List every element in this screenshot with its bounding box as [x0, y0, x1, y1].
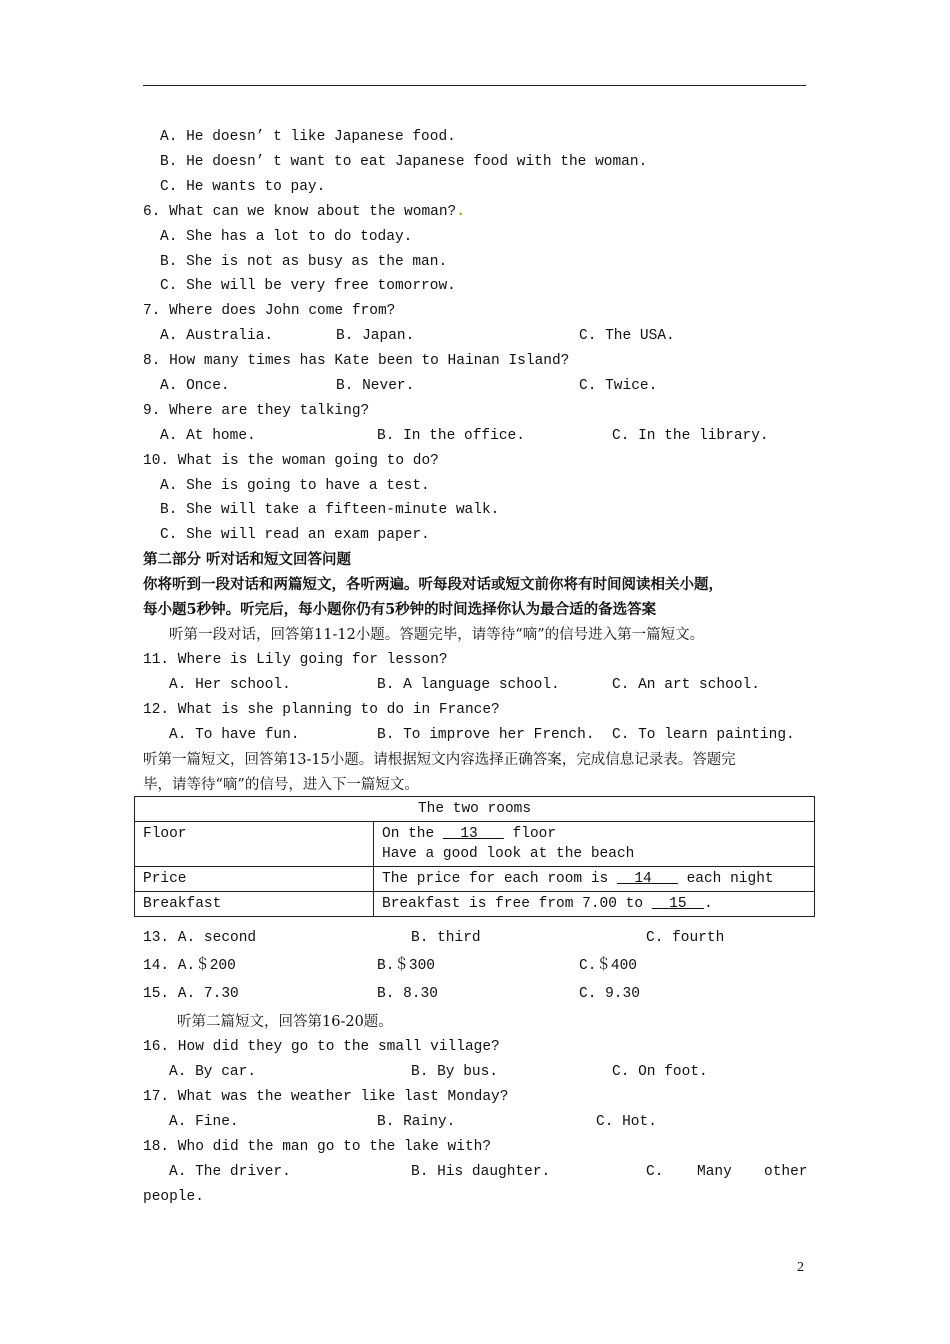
q14-option-c: C.＄400 — [579, 958, 638, 974]
q5-option-b: B. He doesn’ t want to eat Japanese food with the woman. — [160, 154, 648, 170]
q18-stem: 18. Who did the man go to the lake with? — [143, 1139, 492, 1155]
q9-stem: 9. Where are they talking? — [143, 403, 370, 419]
breakfast-label: Breakfast — [135, 892, 374, 917]
q18-option-c-word2: other — [764, 1164, 808, 1180]
breakfast-cell: Breakfast is free from 7.00 to 15 . — [374, 892, 815, 917]
q12-option-c: C. To learn painting. — [612, 727, 795, 743]
q16-stem: 16. How did they go to the small village? — [143, 1039, 500, 1055]
price-label: Price — [135, 867, 374, 892]
q9-option-a: A. At home. — [160, 428, 256, 444]
q12-stem: 12. What is she planning to do in France? — [143, 702, 500, 718]
q15-option-c: C. 9.30 — [579, 986, 640, 1002]
q5-option-c: C. He wants to pay. — [160, 179, 326, 195]
price-cell: The price for each room is 14 each night — [374, 867, 815, 892]
q7-option-c: C. The USA. — [579, 328, 675, 344]
q14-option-a: 14. A.＄200 — [143, 958, 236, 974]
q18-option-c-word3: people. — [143, 1189, 204, 1205]
q16-option-b: B. By bus. — [411, 1064, 499, 1080]
q15-option-a: 15. A. 7.30 — [143, 986, 239, 1002]
part2-title: 第二部分 听对话和短文回答问题 — [143, 551, 352, 568]
q11-option-a: A. Her school. — [169, 677, 291, 693]
q9-option-b: B. In the office. — [377, 428, 525, 444]
q11-stem: 11. Where is Lily going for lesson? — [143, 652, 448, 668]
q5-option-a: A. He doesn’ t like Japanese food. — [160, 129, 456, 145]
q7-option-b: B. Japan. — [336, 328, 415, 344]
q13-option-a: 13. A. second — [143, 930, 257, 946]
q18-option-c-word1: Many — [697, 1164, 732, 1180]
q13-option-c: C. fourth — [646, 930, 725, 946]
q8-option-c: C. Twice. — [579, 378, 658, 394]
q16-option-a: A. By car. — [169, 1064, 257, 1080]
q6-option-c: C. She will be very free tomorrow. — [160, 278, 456, 294]
q12-option-a: A. To have fun. — [169, 727, 300, 743]
table-header: The two rooms — [135, 797, 815, 822]
floor-label: Floor — [135, 822, 374, 867]
q10-option-c: C. She will read an exam paper. — [160, 527, 430, 543]
blank-14: 14 — [634, 871, 652, 887]
q6-stem: 6. What can we know about the woman?. — [143, 204, 465, 220]
header-rule — [143, 85, 806, 86]
part2-instructions-line2: 每小题5秒钟。听完后，每小题你仍有5秒钟的时间选择你认为最合适的备选答案 — [143, 601, 657, 618]
page-number: 2 — [797, 1260, 804, 1275]
q10-stem: 10. What is the woman going to do? — [143, 453, 439, 469]
blank-13: 13 — [460, 826, 478, 842]
q18-option-c-label: C. — [646, 1164, 664, 1180]
q8-stem: 8. How many times has Kate been to Hainan Island? — [143, 353, 570, 369]
q10-option-b: B. She will take a fifteen-minute walk. — [160, 502, 500, 518]
q18-option-a: A. The driver. — [169, 1164, 291, 1180]
q17-option-c: C. Hot. — [596, 1114, 657, 1130]
q6-option-a: A. She has a lot to do today. — [160, 229, 413, 245]
q11-option-c: C. An art school. — [612, 677, 760, 693]
q17-option-b: B. Rainy. — [377, 1114, 456, 1130]
q18-option-b: B. His daughter. — [411, 1164, 551, 1180]
q11-option-b: B. A language school. — [377, 677, 560, 693]
floor-cell: On the 13 floor Have a good look at the beach — [374, 822, 815, 867]
q7-option-a: A. Australia. — [160, 328, 274, 344]
q17-stem: 17. What was the weather like last Monday? — [143, 1089, 509, 1105]
q6-option-b: B. She is not as busy as the man. — [160, 254, 448, 270]
q10-option-a: A. She is going to have a test. — [160, 478, 430, 494]
info-record-table — [134, 796, 815, 917]
q15-option-b: B. 8.30 — [377, 986, 438, 1002]
part2-instructions-line1: 你将听到一段对话和两篇短文，各听两遍。听每段对话或短文前你将有时间阅读相关小题， — [143, 576, 723, 593]
passage2-intro: 听第二篇短文，回答第16-20题。 — [177, 1014, 393, 1030]
q17-option-a: A. Fine. — [169, 1114, 239, 1130]
passage1-intro-line1: 听第一篇短文，回答第13-15小题。请根据短文内容选择正确答案，完成信息记录表。答题完 — [143, 752, 736, 768]
dialog-intro: 听第一段对话，回答第11-12小题。答题完毕，请等待“嘀”的信号进入第一篇短文。 — [169, 627, 705, 643]
q16-option-c: C. On foot. — [612, 1064, 708, 1080]
q8-option-a: A. Once. — [160, 378, 230, 394]
q8-option-b: B. Never. — [336, 378, 415, 394]
passage1-intro-line2: 毕，请等待“嘀”的信号，进入下一篇短文。 — [143, 777, 419, 793]
q14-option-b: B.＄300 — [377, 958, 436, 974]
q9-option-c: C. In the library. — [612, 428, 769, 444]
q13-option-b: B. third — [411, 930, 481, 946]
q12-option-b: B. To improve her French. — [377, 727, 595, 743]
blank-15: 15 — [669, 896, 687, 912]
q7-stem: 7. Where does John come from? — [143, 303, 396, 319]
